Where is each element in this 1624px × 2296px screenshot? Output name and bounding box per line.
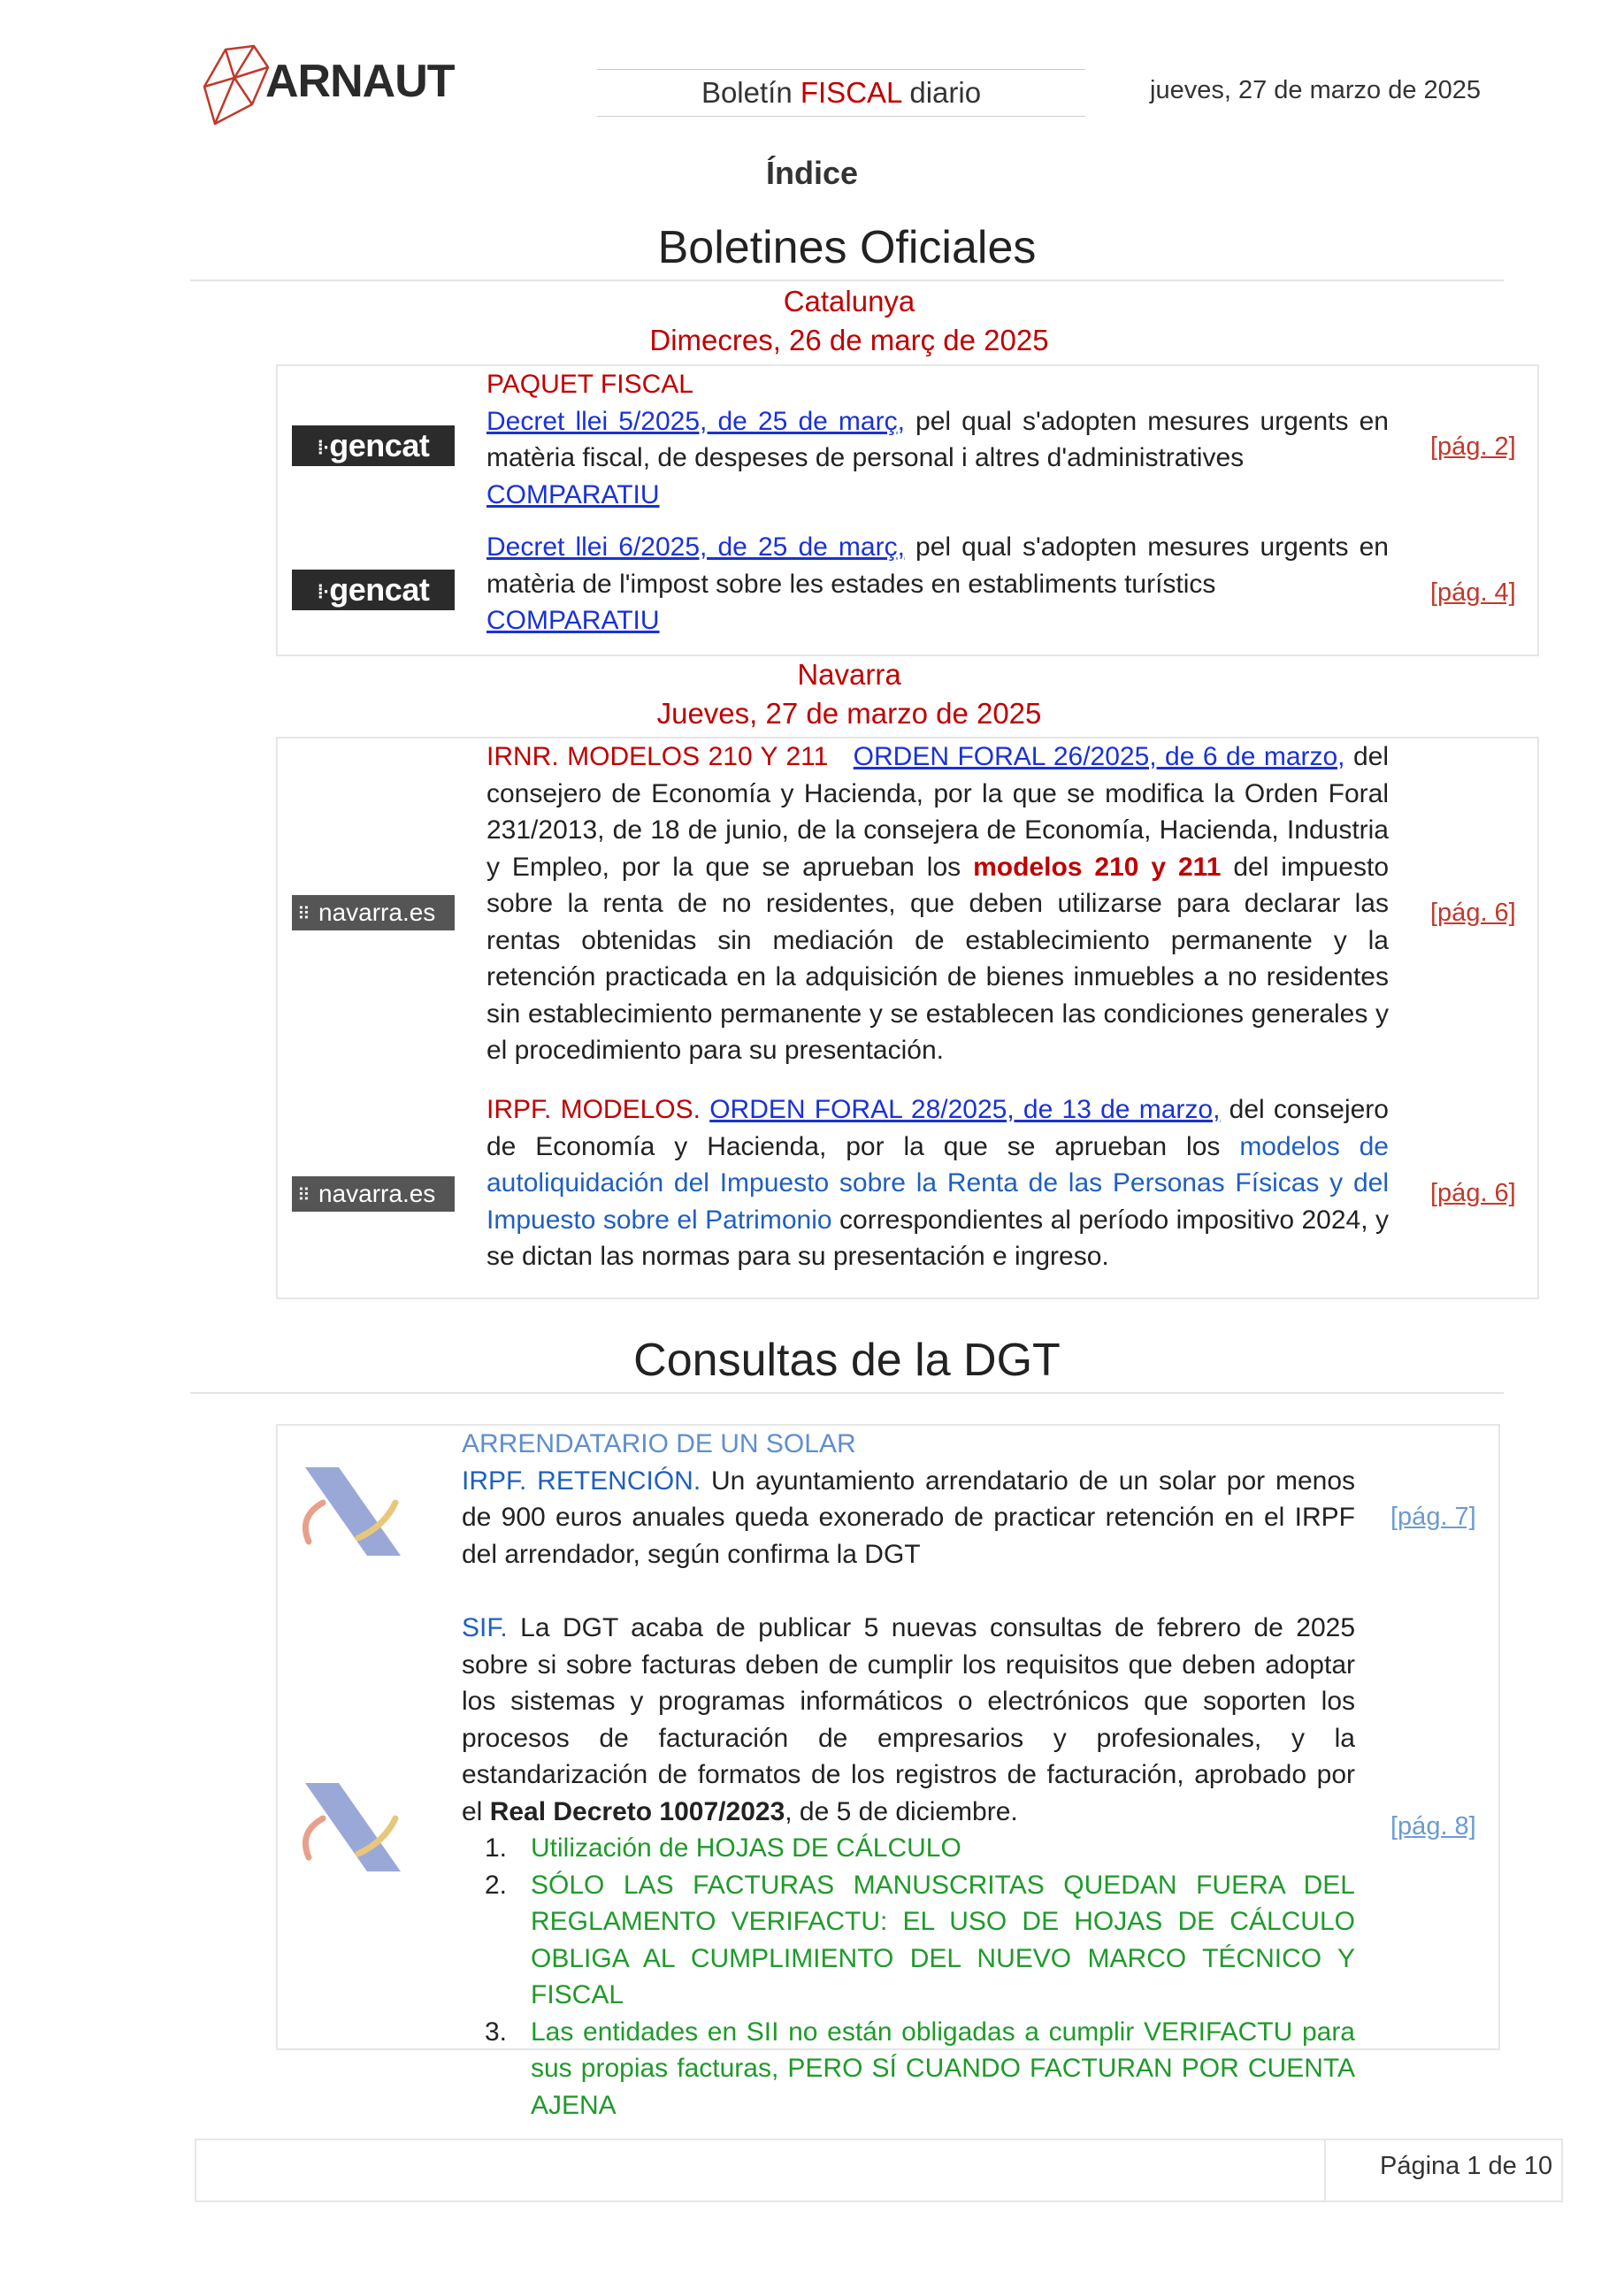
index-title: Índice [765,155,859,191]
logo-text: ARNAUT [265,56,455,107]
comparatiu-link-2[interactable]: COMPARATIU [486,606,660,635]
aeat-logo [296,1779,402,1877]
orden-foral-26-link[interactable]: ORDEN FORAL 26/2025, de 6 de marzo, [853,742,1345,771]
region-navarra-date: Jueves, 27 de marzo de 2025 [656,697,1042,730]
page-ref-link[interactable]: [pág. 7] [1390,1503,1476,1531]
entry-tag: SIF. [462,1613,508,1642]
page-ref-link[interactable]: [pág. 4] [1430,578,1516,607]
catalunya-entry-2: Decret llei 6/2025, de 25 de març, pel qual s'adopten mesures urgents en matèria de l'impost sobre les estades en establiments turístics COMPARATIU [486,532,1389,635]
consulta-entry-2: SIF. La DGT acaba de publicar 5 nuevas consultas de febrero de 2025 sobre si sobre facturas deben de cumplir los requisitos que deben adoptar los sistemas y programas informáticos o electrónicos que soporten los procesos de facturación de empresarios y profesionales, y la estandarización de formatos de los registros de facturación, aprobado por el Real Decreto 1007/2023, de 5 de diciembre. 1. Utilización de HOJAS DE CÁLCULO 2. SÓLO LAS FACTURAS MANUSCRITAS QUEDAN FUERA DEL REGLAMENTO VERIFACTU: EL USO DE HOJAS DE CÁLCULO OBLIGA AL CUMPLIMIENTO DEL NUEVO MARCO TÉCNICO Y FISCAL 3. Las entidades en SII no están obligadas a cumplir VERIFACTU para sus propias facturas, PERO SÍ CUANDO FACTURAN POR CUENTA AJENA [462,1610,1355,2124]
comparatiu-link-1[interactable]: COMPARATIU [486,479,660,509]
list-item: 3. Las entidades en SII no están obligadas a cumplir VERIFACTU para sus propias facturas, PERO SÍ CUANDO FACTURAN POR CUENTA AJENA [485,2017,1355,2120]
orden-foral-28-link[interactable]: ORDEN FORAL 28/2025, de 13 de marzo, [709,1095,1221,1124]
region-catalunya: Catalunya [783,285,915,318]
entry-tag: IRNR. MODELOS 210 Y 211 [486,742,829,771]
list-item: 2. SÓLO LAS FACTURAS MANUSCRITAS QUEDAN FUERA DEL REGLAMENTO VERIFACTU: EL USO DE HOJAS DE CÁLCULO OBLIGA AL CUMPLIMIENTO DEL NUEVO MARCO TÉCNICO Y FISCAL [485,1870,1355,2009]
sif-consultas-list [462,1830,1355,2124]
entry-tag: PAQUET FISCAL [486,370,693,399]
list-item: 1. Utilización de HOJAS DE CÁLCULO [485,1833,961,1863]
navarra-logo: ⠿ navarra.es [292,895,455,930]
navarra-entry-2: IRPF. MODELOS. ORDEN FORAL 28/2025, de 13 de marzo, del consejero de Economía y Hacienda, por la que se aprueban los modelos de autoliquidación del Impuesto sobre la Renta de las Personas Físicas y del Impuesto sobre el Patrimonio correspondientes al período impositivo 2024, y se dictan las normas para su presentación e ingreso. [486,1095,1389,1271]
region-catalunya-date: Dimecres, 26 de març de 2025 [649,324,1049,356]
section-title-consultas: Consultas de la DGT [190,1334,1504,1394]
entry-tag: IRPF. RETENCIÓN. [462,1466,701,1496]
page-ref-link[interactable]: [pág. 8] [1390,1812,1476,1841]
section-title-boletines: Boletines Oficiales [190,221,1504,281]
real-decreto: Real Decreto 1007/2023 [489,1796,785,1826]
entry-tag: IRPF. MODELOS. [486,1095,701,1124]
page-number: Página 1 de 10 [1380,2152,1553,2180]
header-date: jueves, 27 de marzo de 2025 [1150,76,1482,104]
footer-divider [1324,2139,1326,2200]
decret-llei-6-link[interactable]: Decret llei 6/2025, de 25 de març, [486,532,905,562]
highlight-modelos: modelos de autoliquidación del Impuesto sobre la Renta de las Personas Físicas y del Impuesto sobre el Patrimonio [486,1131,1389,1235]
footer [195,2139,1563,2202]
aeat-logo [296,1464,402,1561]
gencat-logo: ⁞·gencat [292,570,455,610]
page-ref-link[interactable]: [pág. 6] [1430,899,1516,927]
navarra-entry-1: IRNR. MODELOS 210 Y 211 ORDEN FORAL 26/2025, de 6 de marzo, del consejero de Economía y Hacienda, por la que se modifica la Orden Foral 231/2013, de 18 de junio, de la consejera de Economía, Hacienda, Industria y Empleo, por la que se aprueban los modelos 210 y 211 del impuesto sobre la renta de no residentes, que deben utilizarse para declarar las rentas obtenidas sin mediación de establecimiento permanente y la retención practicada en la adquisición de bienes inmuebles a no residentes sin establecimiento permanente y se establecen las condiciones generales y el procedimiento para su presentación. [486,742,1390,1065]
gencat-logo: ⁞·gencat [292,425,455,466]
entry-subtitle: ARRENDATARIO DE UN SOLAR [462,1429,856,1458]
consulta-entry-1: ARRENDATARIO DE UN SOLAR IRPF. RETENCIÓN. Un ayuntamiento arrendatario de un solar por menos de 900 euros anuales queda exonerado de practicar retención en el IRPF del arrendador, según confirma la DGT [462,1426,1355,1573]
region-navarra: Navarra [797,658,901,691]
page-ref-link[interactable]: [pág. 2] [1430,432,1516,461]
decret-llei-5-link[interactable]: Decret llei 5/2025, de 25 de març, [486,406,905,436]
bulletin-title: Boletín FISCAL diario [597,69,1085,117]
page-ref-link[interactable]: [pág. 6] [1430,1179,1516,1207]
catalunya-entry-1: PAQUET FISCAL Decret llei 5/2025, de 25 de març, pel qual s'adopten mesures urgents en matèria fiscal, de despeses de personal i altres d'administratives COMPARATIU [486,366,1389,513]
highlight-modelos: modelos 210 y 211 [973,852,1222,882]
navarra-logo: ⠿ navarra.es [292,1176,455,1212]
